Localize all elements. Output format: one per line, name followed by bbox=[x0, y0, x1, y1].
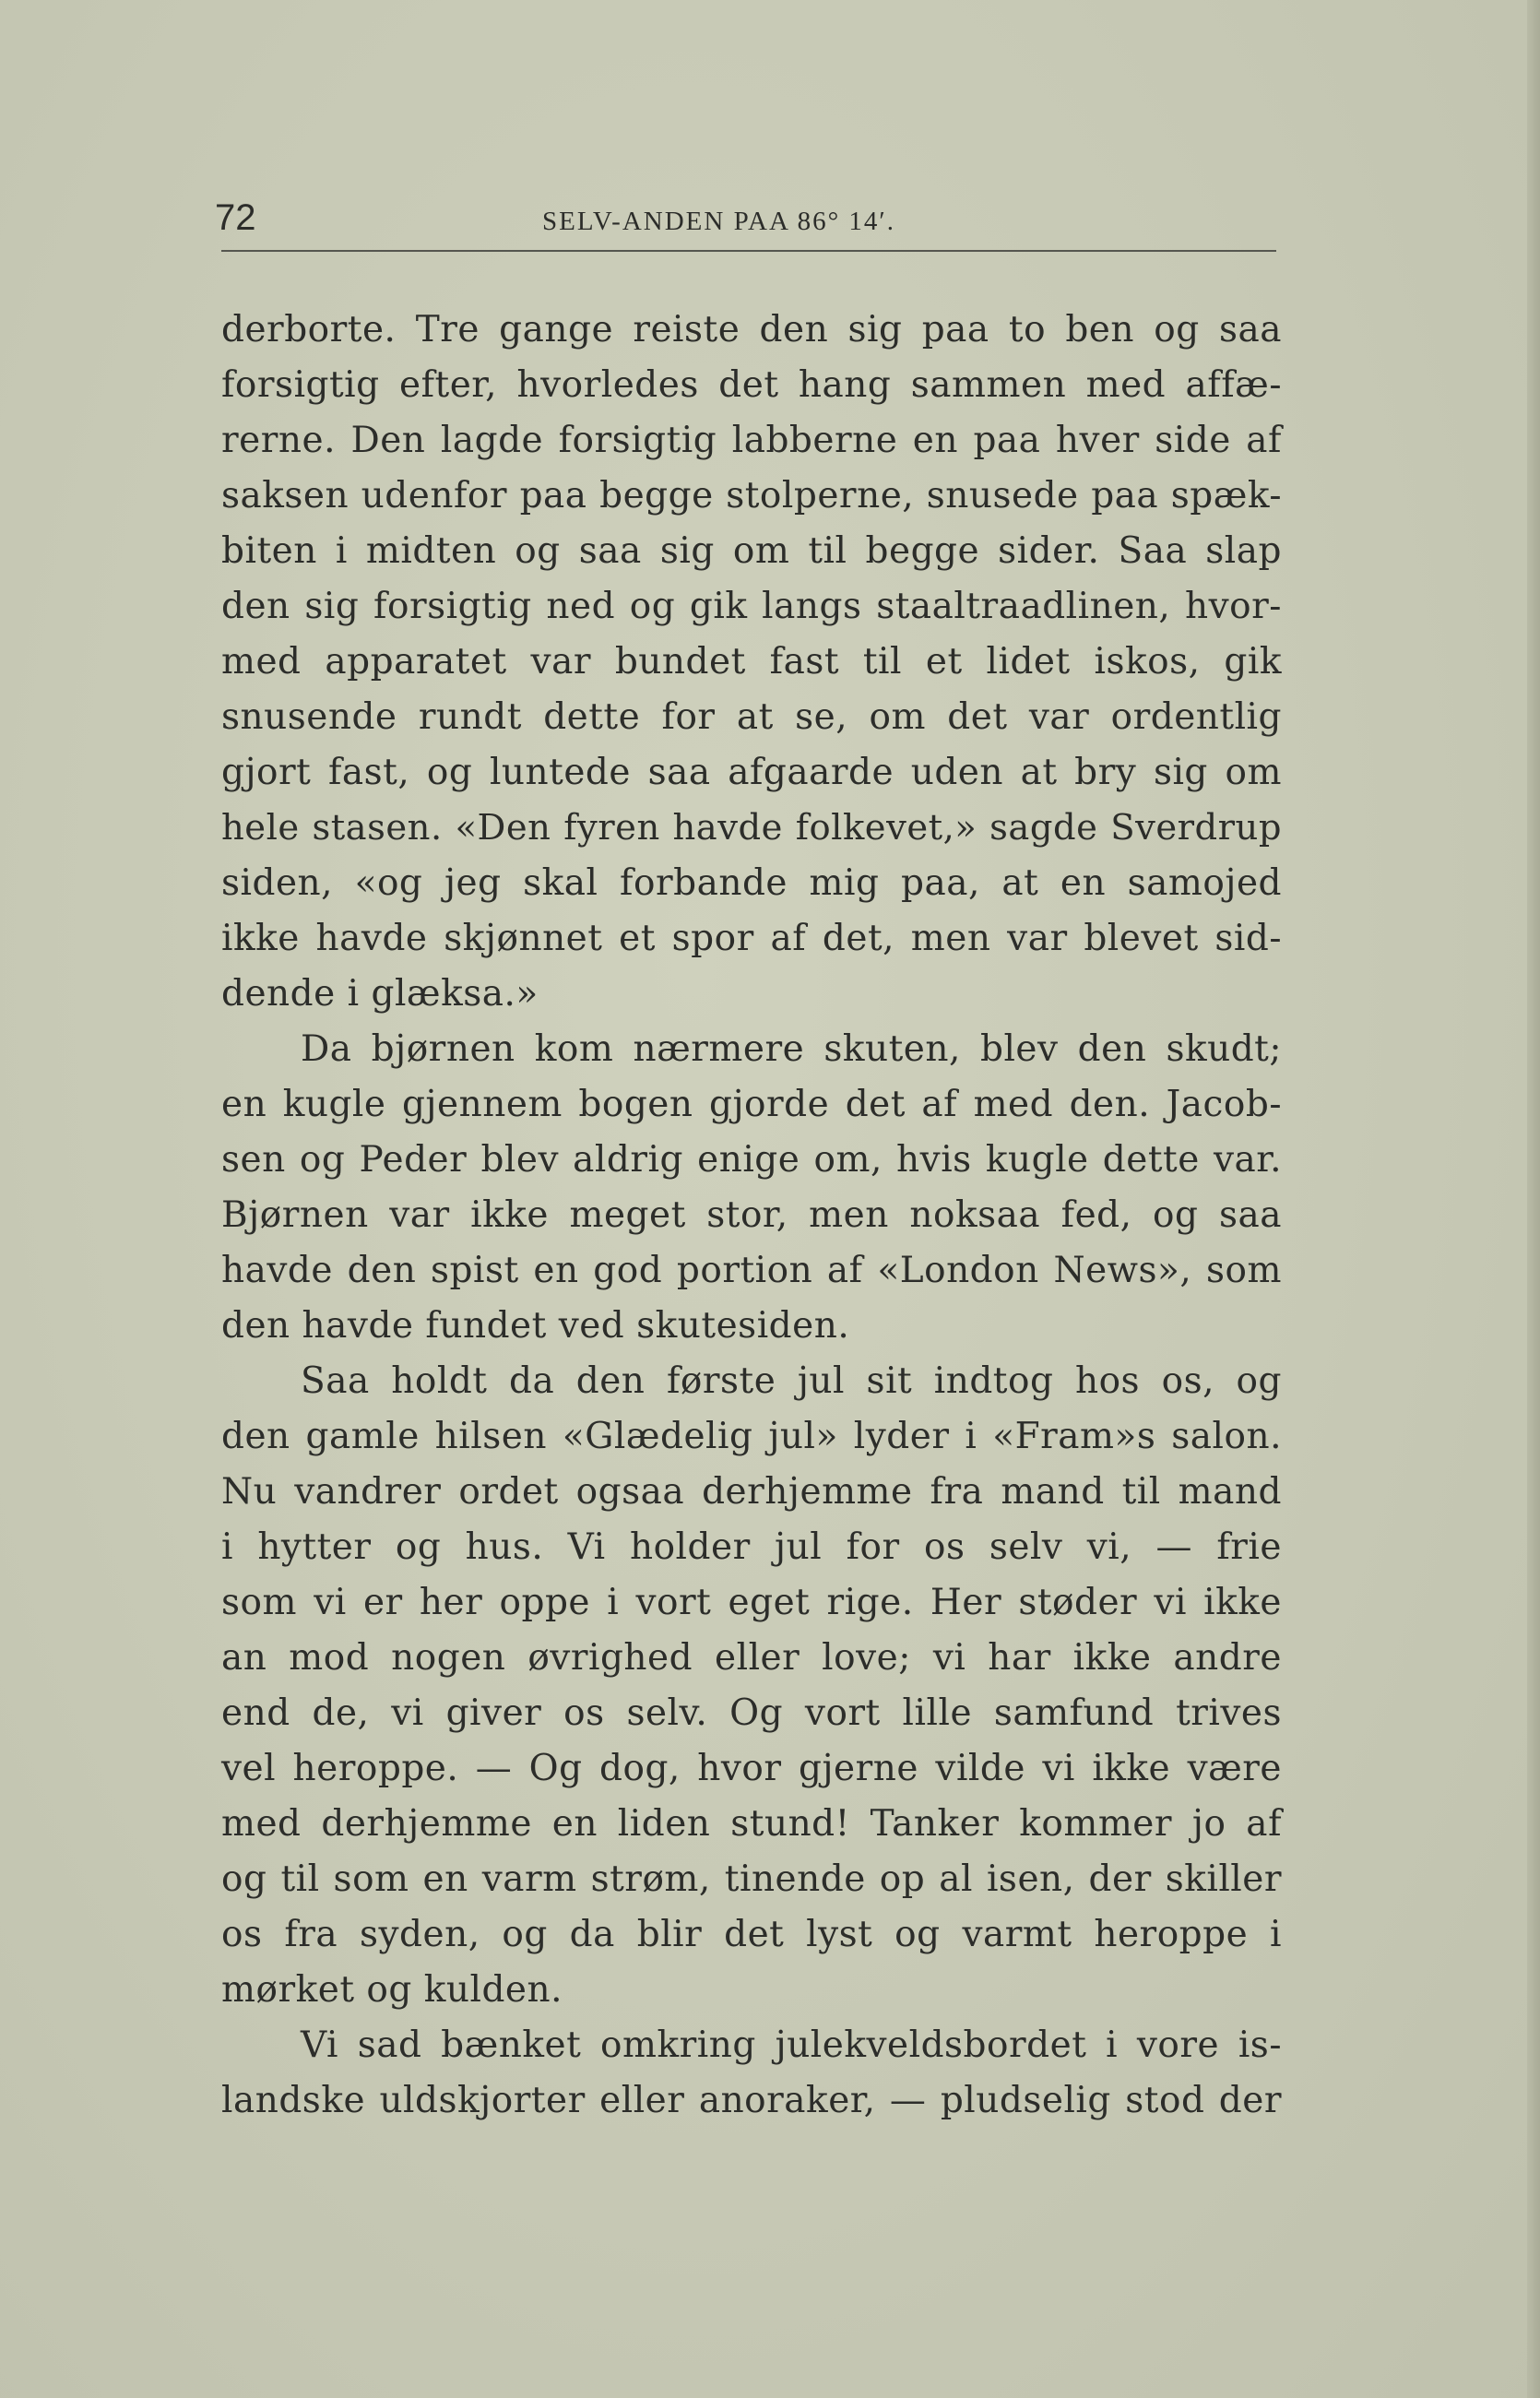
text-line: og til som en varm strøm, tinende op al isen, der skiller bbox=[221, 1858, 1282, 1900]
text-line: biten i midten og saa sig om til begge sider. Saa slap bbox=[221, 530, 1282, 572]
text-line: gjort fast, og luntede saa afgaarde uden at bry sig om bbox=[221, 752, 1282, 793]
text-line: den gamle hilsen «Glædelig jul» lyder i «Fram»s salon. bbox=[221, 1416, 1282, 1457]
text-line: sen og Peder blev aldrig enige om, hvis kugle dette var. bbox=[221, 1139, 1282, 1181]
text-line: en kugle gjennem bogen gjorde det af med den. Jacob- bbox=[221, 1084, 1282, 1125]
page-edge-shadow bbox=[1527, 0, 1540, 2398]
text-line: derborte. Tre gange reiste den sig paa to ben og saa bbox=[221, 309, 1282, 350]
text-line: Nu vandrer ordet ogsaa derhjemme fra mand til mand bbox=[221, 1471, 1282, 1513]
text-line: an mod nogen øvrighed eller love; vi har ikke andre bbox=[221, 1637, 1282, 1679]
body-text bbox=[221, 303, 1282, 2129]
text-line: vel heroppe. — Og dog, hvor gjerne vilde vi ikke være bbox=[221, 1748, 1282, 1789]
text-line: siden, «og jeg skal forbande mig paa, at en samojed bbox=[221, 862, 1282, 904]
text-line: Bjørnen var ikke meget stor, men noksaa fed, og saa bbox=[221, 1194, 1282, 1236]
text-line: forsigtig efter, hvorledes det hang sammen med affæ- bbox=[221, 364, 1282, 406]
text-line: havde den spist en god portion af «London News», som bbox=[221, 1250, 1282, 1291]
text-line: rerne. Den lagde forsigtig labberne en paa hver side af bbox=[221, 420, 1282, 461]
text-line: den sig forsigtig ned og gik langs staaltraadlinen, hvor- bbox=[221, 586, 1282, 627]
text-line: ikke havde skjønnet et spor af det, men var blevet sid- bbox=[221, 918, 1282, 959]
text-line: Da bjørnen kom nærmere skuten, blev den skudt; bbox=[301, 1028, 1282, 1070]
text-line: hele stasen. «Den fyren havde folkevet,» sagde Sverdrup bbox=[221, 807, 1282, 849]
text-line: saksen udenfor paa begge stolperne, snusede paa spæk- bbox=[221, 475, 1282, 516]
text-line: mørket og kulden. bbox=[221, 1969, 563, 2011]
text-line: Vi sad bænket omkring julekveldsbordet i vore is- bbox=[301, 2024, 1282, 2066]
text-line: dende i glæksa.» bbox=[221, 973, 539, 1015]
text-line: med derhjemme en liden stund! Tanker kommer jo af bbox=[221, 1803, 1282, 1845]
text-line: snusende rundt dette for at se, om det var ordentlig bbox=[221, 696, 1282, 738]
running-title: SELV-ANDEN PAA 86° 14′. bbox=[542, 207, 896, 236]
text-line: med apparatet var bundet fast til et lidet iskos, gik bbox=[221, 641, 1282, 683]
text-line: som vi er her oppe i vort eget rige. Her støder vi ikke bbox=[221, 1582, 1282, 1623]
text-line: landske uldskjorter eller anoraker, — pludselig stod der bbox=[221, 2080, 1282, 2121]
text-line: i hytter og hus. Vi holder jul for os selv vi, — frie bbox=[221, 1526, 1282, 1568]
text-line: os fra syden, og da blir det lyst og varmt heroppe i bbox=[221, 1914, 1282, 1955]
text-line: end de, vi giver os selv. Og vort lille samfund trives bbox=[221, 1692, 1282, 1734]
header-rule bbox=[221, 250, 1276, 252]
page-number: 72 bbox=[215, 197, 256, 238]
text-line: den havde fundet ved skutesiden. bbox=[221, 1305, 850, 1347]
text-line: Saa holdt da den første jul sit indtog hos os, og bbox=[301, 1360, 1282, 1402]
